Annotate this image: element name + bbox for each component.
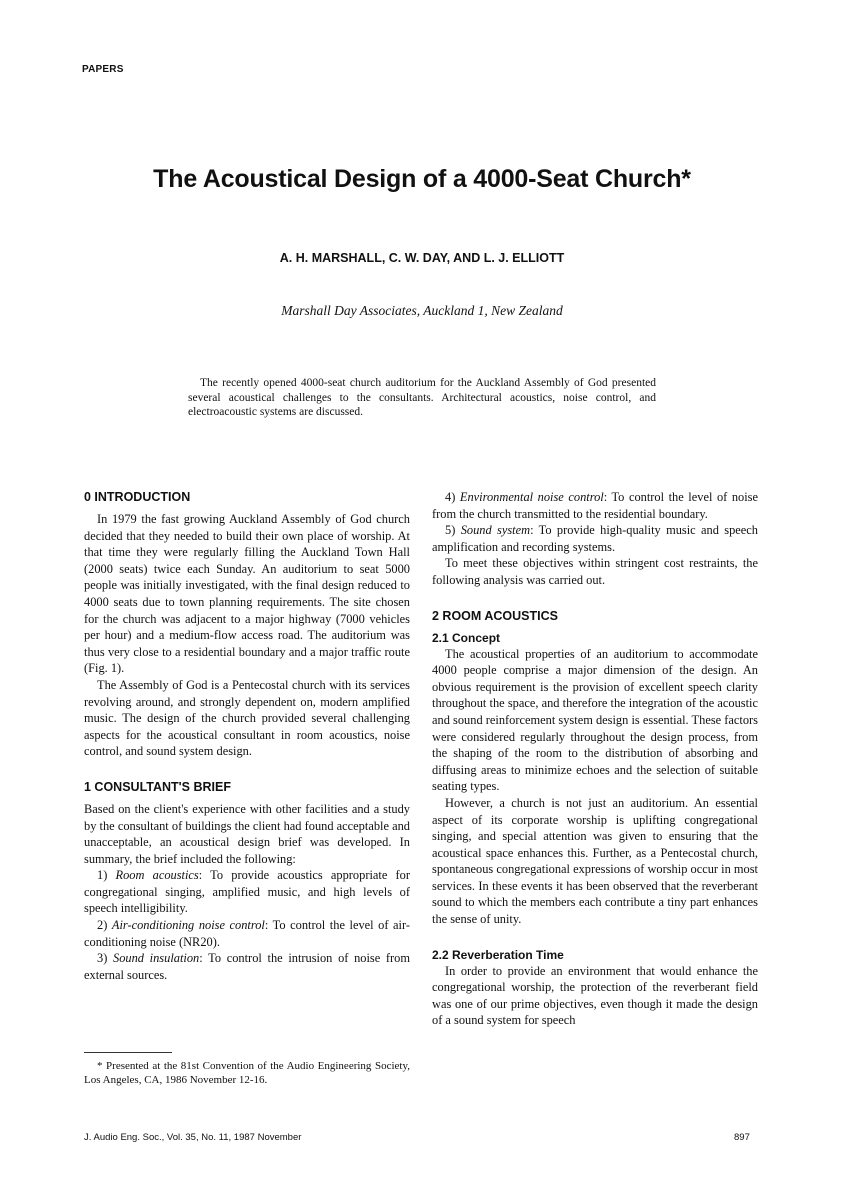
reverberation-paragraph: In order to provide an environment that would enhance the congregational worship, the protection of the reverberant field was one of our prime objectives, even though it made the design of a sound system for speech (432, 963, 758, 1028)
brief-item-1: 1) Room acoustics: To provide acoustics appropriate for congregational singing, amplified music, and high levels of speech intelligibility. (84, 868, 410, 916)
subsection-heading-reverberation: 2.2 Reverberation Time (432, 947, 564, 962)
affiliation: Marshall Day Associates, Auckland 1, New Zealand (281, 303, 563, 318)
subsection-heading-concept: 2.1 Concept (432, 630, 501, 645)
intro-paragraph-2: The Assembly of God is a Pentecostal church with its services revolving around, and strongly dependent on, modern amplified music. The design of the church provided several challenging aspects for the acoustical consultant in room acoustics, noise control, and sound system design. (84, 677, 410, 759)
page-number: 897 (734, 1132, 750, 1143)
section-heading-brief: 1 CONSULTANT'S BRIEF (84, 779, 231, 794)
brief-item-5: 5) Sound system: To provide high-quality music and speech amplification and recording systems. (432, 523, 758, 554)
concept-paragraph-2: However, a church is not just an auditorium. An essential aspect of its corporate worship is uplifting congregational singing, and special attention was given to ensuring that the acoustical space enhances this. Further, as a Pentecostal church, spontaneous congregational expressions of worship occur in most services. In these events it has been observed that the reverberant sound to which the members each contribute a tiny part enhances the sense of unity. (432, 795, 758, 927)
concept-paragraph-1: The acoustical properties of an auditorium to accommodate 4000 people comprise a major dimension of the design. An obvious requirement is the provision of excellent speech clarity throughout the space, and therefore the integration of the acoustic and sound reinforcement system design is essential. These factors were considered regularly throughout the design process, from the shaping of the room to the distribution of absorbing and diffusing areas to minimize echoes and the selection of suitable seating types. (432, 646, 758, 794)
paper-title: The Acoustical Design of a 4000-Seat Church* (153, 165, 691, 193)
section-label: PAPERS (82, 64, 124, 75)
brief-item-2: 2) Air-conditioning noise control: To control the level of air-conditioning noise (NR20). (84, 918, 410, 949)
abstract: The recently opened 4000-seat church auditorium for the Auckland Assembly of God presented several acoustical challenges to the consultants. Architectural acoustics, noise control, and electroacoustic systems are discussed. (188, 377, 656, 418)
brief-item-3: 3) Sound insulation: To control the intrusion of noise from external sources. (84, 951, 410, 982)
footnote-divider (84, 1052, 172, 1053)
footnote: * Presented at the 81st Convention of the Audio Engineering Society, Los Angeles, CA, 1986 November 12-16. (84, 1060, 410, 1086)
authors: A. H. MARSHALL, C. W. DAY, AND L. J. ELLIOTT (279, 251, 565, 265)
footer-citation: J. Audio Eng. Soc., Vol. 35, No. 11, 1987 November (84, 1132, 302, 1143)
section-heading-room-acoustics: 2 ROOM ACOUSTICS (432, 608, 558, 623)
brief-closing: To meet these objectives within stringent cost restraints, the following analysis was carried out. (432, 556, 758, 587)
brief-item-4: 4) Environmental noise control: To control the level of noise from the church transmitted to the residential boundary. (432, 490, 758, 521)
section-heading-introduction: 0 INTRODUCTION (84, 490, 191, 504)
brief-paragraph: Based on the client's experience with other facilities and a study by the consultant of buildings the client had found acceptable and unacceptable, an acoustical design brief was developed. In summary, the brief included the following: (84, 801, 410, 866)
left-column (84, 489, 410, 983)
right-column (432, 489, 758, 1029)
intro-paragraph-1: In 1979 the fast growing Auckland Assembly of God church decided that they needed to build their own place of worship. At that time they were regularly filling the Auckland Town Hall (2000 seats) twice each Sunday. An auditorium to seat 5000 people was initially investigated, with the final design reduced to 4000 seats due to town planning requirements. The site chosen for the church was adjacent to a major highway (7000 vehicles per hour) and a medium-flow access road. The auditorium was thus very close to a residential boundary and a major traffic route (Fig. 1). (84, 512, 410, 676)
